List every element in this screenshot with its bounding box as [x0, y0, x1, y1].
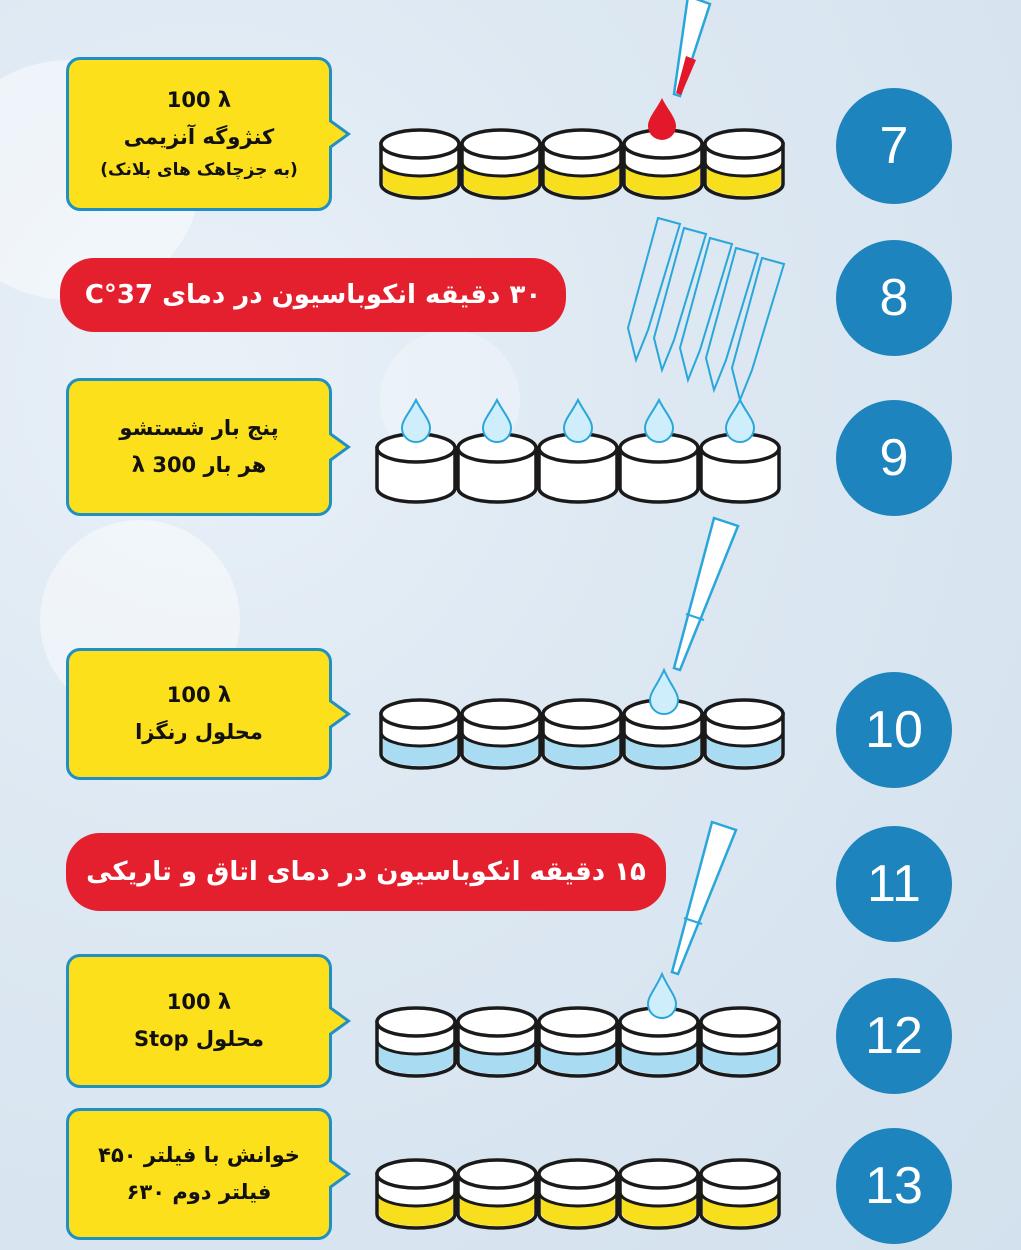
pipette-body — [672, 822, 736, 974]
well — [539, 434, 617, 502]
well-strip-step-9 — [376, 400, 786, 500]
wash-text: پنج بار شستشو — [119, 416, 279, 441]
reading-text: خوانش با فیلتر ۴۵۰ — [98, 1143, 300, 1168]
callout-tail-fill — [328, 701, 346, 727]
well — [620, 434, 698, 502]
pipette-single — [636, 818, 746, 1028]
well — [377, 1160, 455, 1228]
reagent-text: محلول Stop — [133, 1027, 265, 1051]
volume-text: 100 λ — [166, 683, 232, 708]
pipette-body — [674, 518, 738, 670]
step-number-11: 11 — [836, 826, 952, 942]
step-number-8: 8 — [836, 240, 952, 356]
well — [458, 434, 536, 502]
well-strip-step-13 — [376, 1150, 786, 1230]
callout-tail-fill — [328, 1161, 346, 1187]
step-9-callout — [66, 378, 332, 516]
well — [462, 700, 540, 768]
well — [458, 1008, 536, 1076]
well — [543, 700, 621, 768]
incubation-pill-step-11: ۱۵ دقیقه انکوباسیون در دمای اتاق و تاریکی — [66, 833, 666, 911]
callout-tail-fill — [328, 121, 346, 147]
pipette-red — [640, 0, 730, 150]
step-number-7: 7 — [836, 88, 952, 204]
well — [458, 1160, 536, 1228]
well — [377, 434, 455, 502]
blue-drop — [648, 974, 676, 1018]
well — [539, 1008, 617, 1076]
well — [539, 1160, 617, 1228]
step-number-10: 10 — [836, 672, 952, 788]
callout-tail-fill — [328, 434, 346, 460]
well — [701, 1160, 779, 1228]
step-number-12: 12 — [836, 978, 952, 1094]
step-13-callout — [66, 1108, 332, 1240]
well — [620, 1160, 698, 1228]
water-drop — [726, 400, 754, 442]
red-drop — [648, 98, 676, 140]
well — [462, 130, 540, 198]
note-text: (به جزچاهک های بلانک) — [100, 159, 298, 180]
step-10-callout — [66, 648, 332, 780]
multichannel-pipette — [608, 210, 788, 410]
step-number-13: 13 — [836, 1128, 952, 1244]
water-drop — [402, 400, 430, 442]
second-filter-text: فیلتر دوم ۶۳۰ — [126, 1180, 272, 1204]
callout-tail-fill — [328, 1008, 346, 1034]
pipette-single — [640, 512, 750, 722]
water-drop — [645, 400, 673, 442]
incubation-pill-step-8: ۳۰ دقیقه انکوباسیون در دمای 37°C — [60, 258, 566, 332]
wash-volume-text: هر بار λ 300 — [131, 453, 267, 477]
blue-drop — [650, 670, 678, 714]
well — [377, 1008, 455, 1076]
volume-text: 100 λ — [166, 88, 232, 113]
water-drop — [483, 400, 511, 442]
well — [701, 434, 779, 502]
well — [381, 700, 459, 768]
well — [381, 130, 459, 198]
well — [543, 130, 621, 198]
reagent-text: محلول رنگزا — [135, 720, 263, 744]
water-drop — [564, 400, 592, 442]
reagent-text: کنژوگه آنزیمی — [123, 125, 275, 150]
step-12-callout — [66, 954, 332, 1088]
volume-text: 100 λ — [166, 990, 232, 1015]
step-7-callout — [66, 57, 332, 211]
step-number-9: 9 — [836, 400, 952, 516]
pipette-tip — [732, 258, 784, 400]
